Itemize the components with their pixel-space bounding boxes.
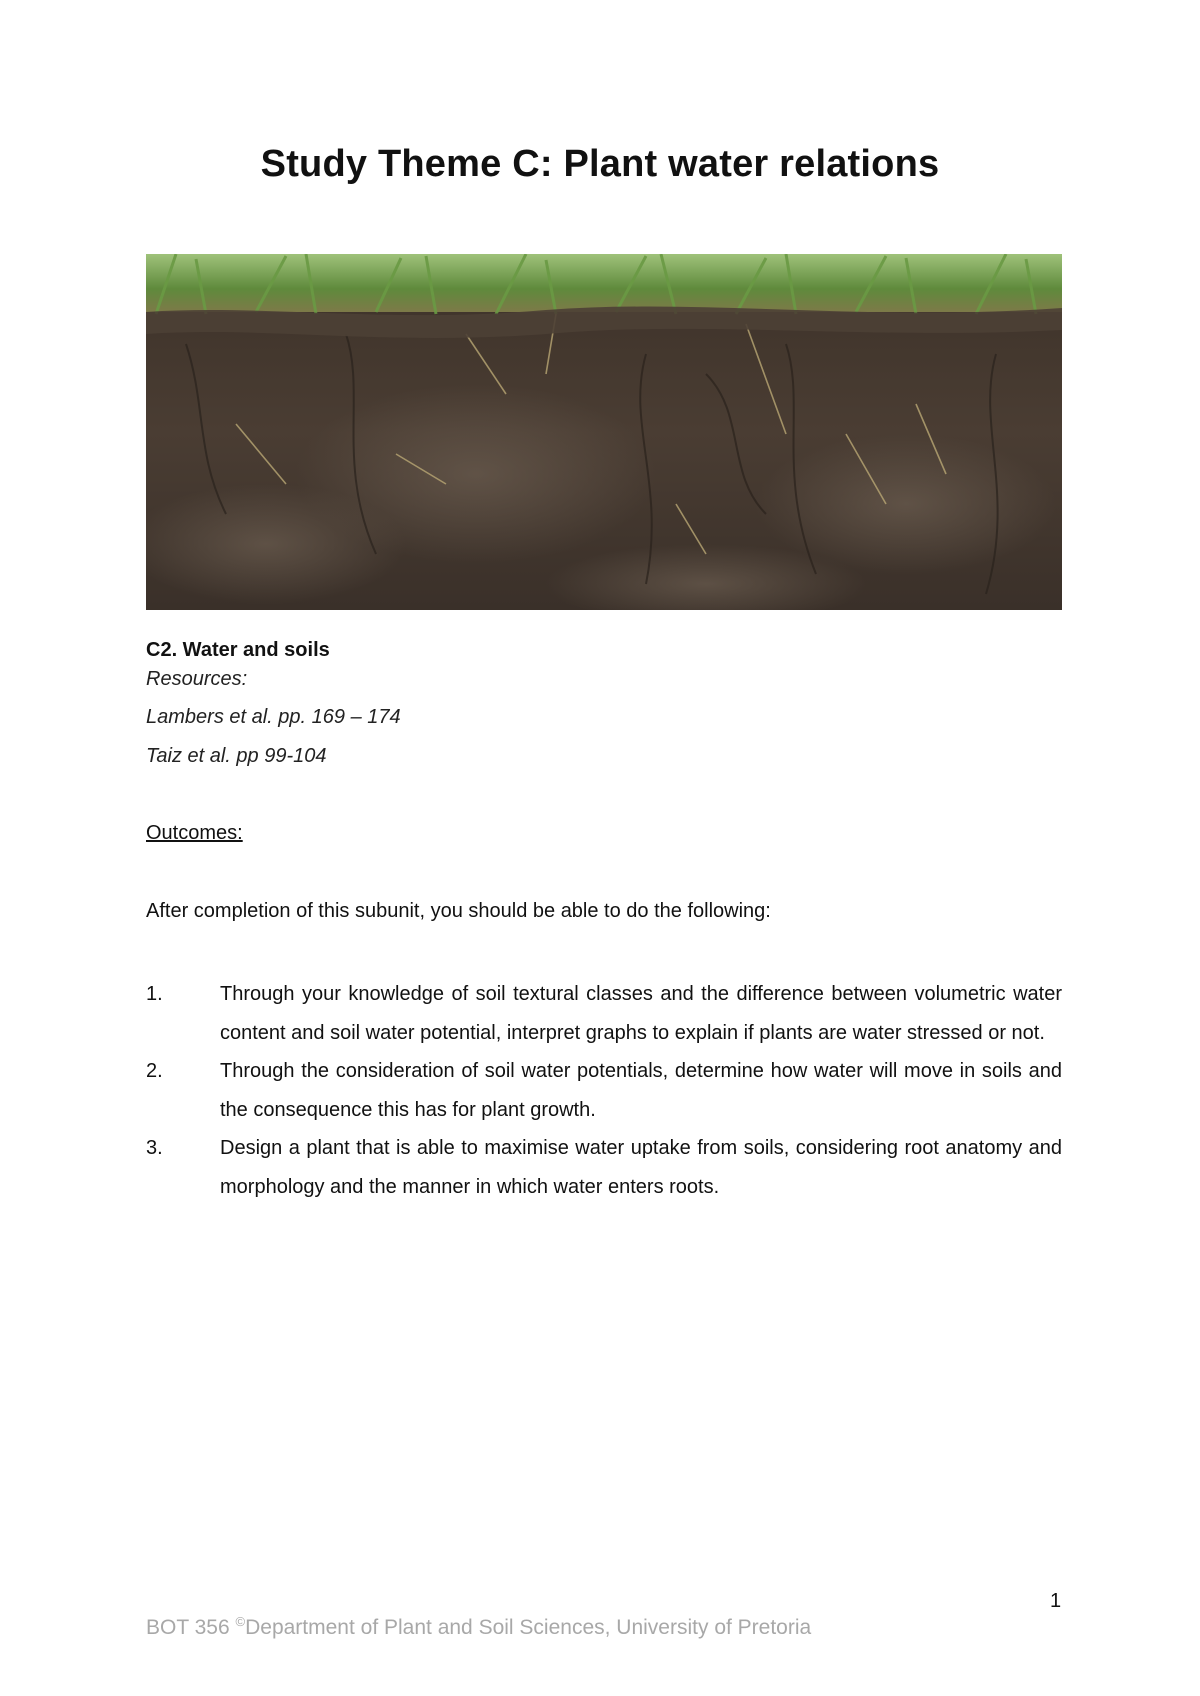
page-number: 1 [1050,1590,1062,1612]
outcome-item [146,1129,1062,1206]
reference-item: Taiz et al. pp 99-104 [146,745,327,767]
outcome-text: Design a plant that is able to maximise water uptake from soils, considering root anatomy and morphology and the manner in which water enters roots. [220,1137,1062,1198]
section-title: C2. Water and soils [146,639,330,661]
outcome-item [146,1052,1062,1129]
footer-prefix: BOT 356 [146,1616,236,1639]
outcome-number: 2. [146,1060,163,1082]
outcomes-list [146,975,1062,1206]
page-footer [146,1614,811,1640]
page-title: Study Theme C: Plant water relations [260,143,940,185]
outcome-number: 3. [146,1137,163,1159]
footer-text: Department of Plant and Soil Sciences, University of Pretoria [245,1616,812,1639]
outcome-item [146,975,1062,1052]
outcomes-heading: Outcomes: [146,822,243,844]
outcome-text: Through your knowledge of soil textural classes and the difference between volumetric water content and soil water potential, interpret graphs to explain if plants are water stressed or not. [220,983,1062,1044]
outcomes-intro: After completion of this subunit, you should be able to do the following: [146,900,771,922]
copyright-symbol: © [235,1614,246,1629]
resources-label: Resources: [146,668,248,690]
soil-cross-section-image [146,254,1062,610]
reference-item: Lambers et al. pp. 169 – 174 [146,706,401,728]
outcome-text: Through the consideration of soil water potentials, determine how water will move in soils and the consequence this has for plant growth. [220,1060,1062,1121]
outcome-number: 1. [146,983,163,1005]
